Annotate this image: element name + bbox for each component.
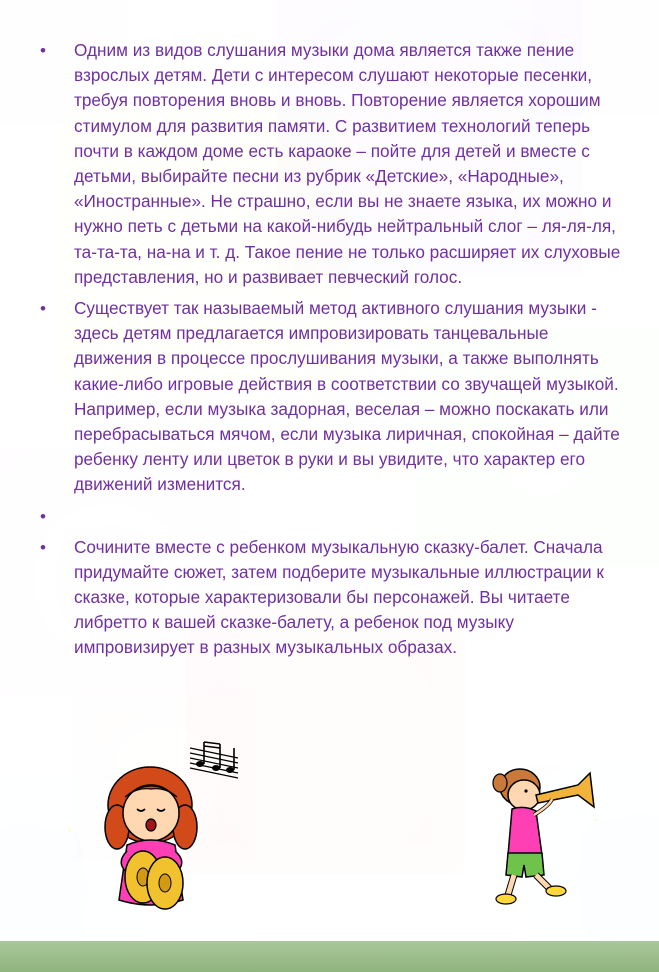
girl-with-cymbals-icon [105, 767, 197, 909]
list-item-text: Сочините вместе с ребенком музыкальную сказку-балет. Сначала придумайте сюжет, затем подберите музыкальные иллюстрации к сказке, которые характеризовали бы персонажей. Вы читаете либретто к вашей сказке-балету, а ребенок под музыку импровизирует в разных музыкальных образах. [74, 536, 604, 658]
red-star-icon [238, 658, 413, 824]
grass-strip [0, 941, 659, 972]
bullet-marker: • [40, 299, 46, 319]
list-item [36, 535, 626, 661]
blue-star-bottom-left-icon [0, 815, 96, 951]
list-item [36, 38, 626, 290]
list-item [36, 296, 626, 498]
bullet-marker: • [40, 41, 46, 60]
bullet-list [36, 38, 626, 661]
list-item-text: Существует так называемый метод активного слушания музыки - здесь детям предлагается импровизировать танцевальные движения в процессе прослушивания музыки, а также выполнять какие-либо игровые действия в соответствии со звучащей музыкой. Например, если музыка задорная, веселая – можно поскакать или перебрасываться мячом, если музыка лиричная, спокойная – дайте ребенку ленту или цветок в руки и вы увидите, что характер его движений изменится. [74, 298, 620, 495]
content-area [36, 38, 626, 667]
list-item-text: Одним из видов слушания музыки дома является также пение взрослых детям. Дети с интересом слушают некоторые песенки, требуя повторения вновь и вновь. Повторение является хорошим стимулом для развития памяти. С развитием технологий теперь почти в каждом доме есть караоке – пойте для детей и вместе с детьми, выбирайте песни из рубрик «Детские», «Народные», «Иностранные». Не страшно, если вы не знаете языка, их можно и нужно петь с детьми на какой-нибудь нейтральный слог – ля-ля-ля, та-та-та, на-на и т. д. Такое пение не только расширяет их слуховые представления, но и развивает певческий голос. [74, 40, 621, 287]
blue-star-bottom-right-icon [569, 805, 659, 941]
bullet-marker: • [40, 506, 46, 526]
girl-with-trumpet-icon [493, 769, 594, 904]
list-item [36, 504, 626, 529]
bullet-marker: • [40, 537, 46, 557]
